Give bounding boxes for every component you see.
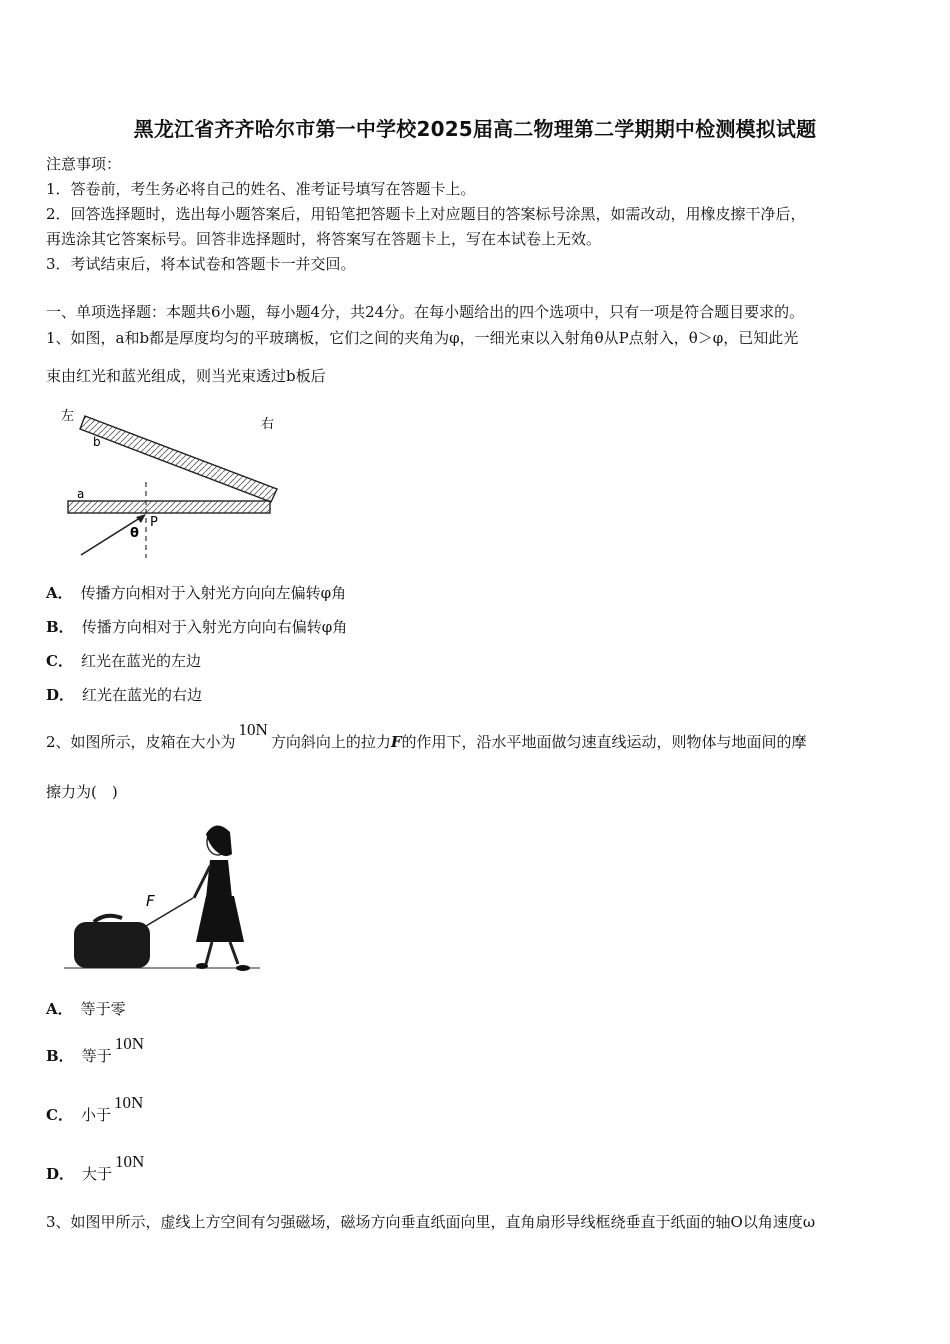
shoe-left [196, 963, 208, 969]
option-text: 红光在蓝光的左边 [80, 652, 201, 670]
option-text: 红光在蓝光的右边 [82, 686, 203, 704]
q2-pre: 2、如图所示，皮箱在大小为 [46, 733, 236, 751]
shoe-right [236, 965, 250, 971]
leg-right [230, 942, 238, 964]
q2-option-c[interactable] [46, 1093, 146, 1125]
torso [206, 860, 232, 898]
plate-a [68, 501, 270, 513]
option-text: 大于 [82, 1165, 113, 1183]
option-value: 10N [113, 1093, 144, 1112]
option-label: D． [46, 686, 75, 704]
q2-F: F [390, 733, 402, 751]
q2-option-d[interactable] [46, 1152, 147, 1184]
q2-stem-line-2: 擦力为( ) [46, 783, 118, 801]
q2-force: 10N [238, 720, 268, 739]
option-text: 等于零 [80, 1000, 126, 1018]
notice-line-4: 3．考试结束后，将本试卷和答题卡一并交回。 [46, 255, 356, 273]
ray-arrow [136, 514, 146, 523]
label-a: a [77, 487, 85, 501]
suitcase [74, 922, 150, 968]
option-value: 10N [115, 1152, 145, 1171]
q2-option-a[interactable] [46, 998, 126, 1019]
section-heading: 一、单项选择题：本题共6小题，每小题4分，共24分。在每小题给出的四个选项中，只有一项是符合题目要求的。 [46, 303, 805, 321]
option-label: D． [46, 1165, 75, 1183]
label-right: 右 [261, 417, 275, 432]
notice-heading: 注意事项： [46, 155, 122, 173]
q2-suitcase-figure [60, 818, 270, 978]
notice-line-1: 1．答卷前，考生务必将自己的姓名、准考证号填写在答题卡上。 [46, 180, 476, 198]
q1-glass-plates-figure [55, 400, 295, 565]
label-b: b [93, 435, 101, 449]
option-label: A． [46, 584, 73, 602]
leg-left [206, 942, 212, 964]
q1-option-d[interactable] [46, 684, 202, 705]
label-left: 左 [61, 409, 75, 424]
option-label: C． [46, 652, 73, 670]
option-label: C． [46, 1106, 73, 1124]
option-value: 10N [114, 1034, 144, 1053]
q1-stem-line-2: 束由红光和蓝光组成，则当光束透过b板后 [46, 367, 326, 385]
option-text: 传播方向相对于入射光方向向右偏转φ角 [81, 618, 348, 636]
q2-post: 的作用下，沿水平地面做匀速直线运动，则物体与地面间的摩 [401, 733, 807, 751]
q2-mid: 方向斜向上的拉力 [270, 733, 391, 751]
option-label: A． [46, 1000, 73, 1018]
option-label: B． [46, 618, 74, 636]
option-text: 小于 [80, 1106, 111, 1124]
q1-option-a[interactable] [46, 582, 346, 603]
suitcase-handle [94, 916, 122, 922]
q1-option-b[interactable] [46, 616, 347, 637]
option-text: 等于 [81, 1047, 112, 1065]
label-theta: θ [130, 526, 139, 541]
q2-option-b[interactable] [46, 1034, 147, 1066]
option-label: B． [46, 1047, 74, 1065]
option-text: 传播方向相对于入射光方向向左偏转φ角 [80, 584, 347, 602]
q1-stem-line-1: 1、如图，a和b都是厚度均匀的平玻璃板，它们之间的夹角为φ，一细光束以入射角θ从P点射入，θ＞φ，已知此光 [46, 329, 799, 347]
q3-stem-line-1: 3、如图甲所示，虚线上方空间有匀强磁场，磁场方向垂直纸面向里，直角扇形导线框绕垂直于纸面的轴O以角速度ω [46, 1213, 816, 1231]
q1-option-c[interactable] [46, 650, 201, 671]
notice-line-3: 再选涂其它答案标号。回答非选择题时，将答案写在答题卡上，写在本试卷上无效。 [46, 230, 602, 248]
plate-b [80, 416, 277, 502]
page-title: 黑龙江省齐齐哈尔市第一中学校2025届高二物理第二学期期中检测模拟试题 [133, 117, 817, 141]
label-F: F [146, 892, 155, 910]
label-p: P [150, 515, 158, 530]
notice-line-2: 2．回答选择题时，选出每小题答案后，用铅笔把答题卡上对应题目的答案标号涂黑，如需改动，用橡皮擦干净后， [46, 205, 806, 223]
q2-stem-line-1 [46, 720, 807, 752]
skirt [196, 896, 244, 942]
